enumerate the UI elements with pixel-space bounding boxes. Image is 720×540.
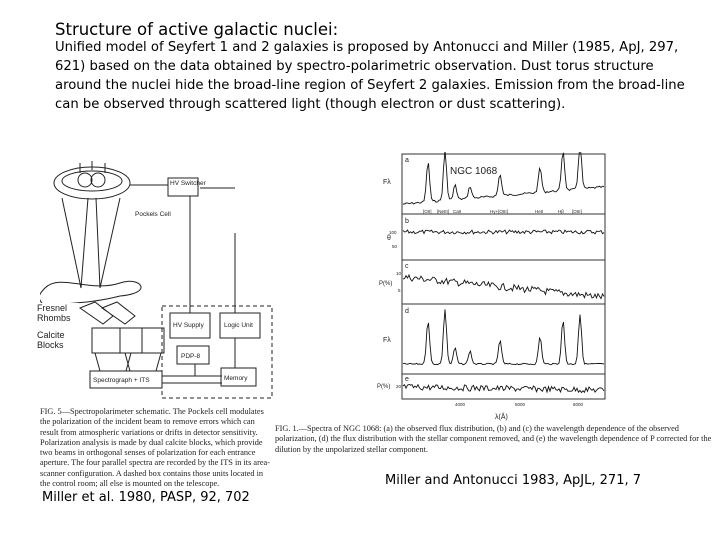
ylabel-a: Fλ [383, 179, 391, 186]
line-label: [NeIII] [437, 209, 450, 214]
tick-label: 100 [389, 230, 397, 235]
line-label: HeII [535, 209, 544, 214]
polarization-trace-b [403, 230, 604, 234]
panel-e: e [405, 376, 409, 383]
line-label: Hγ+[OIII] [490, 209, 508, 214]
tick-label: 10 [396, 271, 402, 276]
panel-a: a [405, 157, 409, 164]
flux-trace-d [403, 309, 604, 364]
label-spectrograph: Spectrograph + ITS [93, 377, 150, 384]
line-label: Hβ [558, 209, 564, 214]
label-hv-supply: HV Supply [173, 322, 204, 329]
label-hv-switcher: HV Switcher [170, 180, 206, 187]
x-tick-label: 5000 [515, 402, 526, 407]
line-label: [OIII] [572, 209, 582, 214]
slide-title: Structure of active galactic nuclei: [55, 20, 339, 39]
label-pockels: Pockels Cell [135, 211, 171, 218]
ylabel-d: Fλ [383, 337, 391, 344]
x-axis-label: λ(Å) [495, 414, 508, 421]
ngc1068-spectra-figure [375, 152, 610, 422]
slide-body-text: Unified model of Seyfert 1 and 2 galaxies is proposed by Antonucci and Miller (1985, ApJ, 297, 621) based on the data obtained by spectro-polarimetric observation. Dust torus structure around the nuclei hide the broad-line region of Seyfert 2 galaxies. Emission from the broad-line can be observed through scattered light (though electron or dust scattering). [55, 40, 685, 112]
left-citation: Miller et al. 1980, PASP, 92, 702 [42, 490, 250, 505]
ylabel-b: θ [387, 235, 391, 242]
ylabel-e: P(%) [377, 384, 391, 390]
right-figure-caption: FIG. 1.—Spectra of NGC 1068: (a) the observed flux distribution, (b) and (c) the wavelength dependence of the observed polarization, (d) the flux distribution with the stellar component removed, and (e) the wavelength dependence of P corrected for the dilution by the unpolarized stellar component. [275, 424, 712, 454]
right-citation: Miller and Antonucci 1983, ApJL, 271, 7 [385, 473, 642, 488]
label-logic: Logic Unit [224, 322, 253, 329]
label-memory: Memory [224, 375, 248, 382]
tick-label: 5 [398, 288, 401, 293]
tick-label: 50 [392, 244, 398, 249]
tick-label: 20 [396, 384, 402, 389]
object-name: NGC 1068 [450, 166, 498, 177]
panel-d: d [405, 308, 409, 315]
flux-trace-a [403, 152, 604, 204]
x-tick-label: 4000 [455, 402, 466, 407]
panel-c: c [405, 263, 409, 270]
left-figure-caption: FIG. 5—Spectropolarimeter schematic. The Pockels cell modulates the polarization of the incident beam to remove errors which can result from atmospheric variations or drifts in detector sensitivity. Polarization analysis is made by dual calcite blocks, which provide two beams in orthogonal senses of polarization for each entrance aperture. The four parallel spectra are recorded by the ITS in its area-scanner configuration. A dashed box contains those units located in the control room; all else is mounted on the telescope. [40, 407, 270, 489]
polarization-trace-e [403, 385, 604, 393]
spectropolarimeter-schematic [40, 158, 280, 400]
label-calcite: Calcite Blocks [37, 330, 79, 350]
polarization-trace-c [403, 275, 604, 299]
line-label: [OII] [423, 209, 432, 214]
label-fresnel: Fresnel Rhombs [37, 303, 79, 323]
panel-b: b [405, 218, 409, 225]
line-label: CaII [453, 209, 462, 214]
ylabel-c: P(%) [379, 281, 393, 287]
label-pdp: PDP-8 [181, 353, 201, 360]
x-tick-label: 6000 [573, 402, 584, 407]
